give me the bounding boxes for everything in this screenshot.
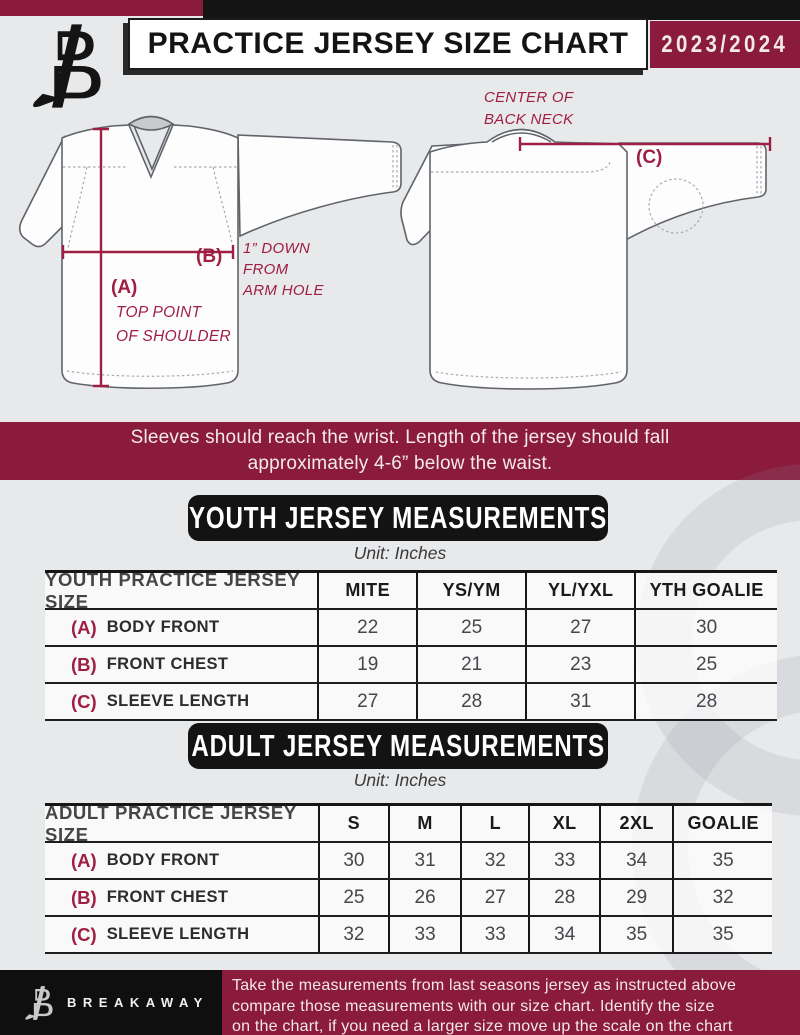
row-label: FRONT CHEST [106,888,229,906]
cell-value: 27 [460,880,528,915]
page-title: PRACTICE JERSEY SIZE CHART [147,27,629,60]
cell-value: 31 [388,843,460,878]
cell-value: 28 [528,880,599,915]
label-b-note [243,238,324,301]
adult-header-m: M [388,806,460,841]
row-tag: (B) [71,886,97,908]
adult-header-2xl: 2XL [599,806,672,841]
cell-value: 32 [318,917,389,952]
cell-value: 32 [672,880,772,915]
cell-value: 31 [525,684,634,719]
cell-value: 26 [388,880,460,915]
fit-notice-line2: approximately 4-6” below the waist. [247,453,553,474]
row-tag: (C) [71,690,97,712]
adult-header-size: ADULT PRACTICE JERSEY SIZE [45,801,297,845]
label-back-neck-line1: CENTER OF [484,89,574,106]
adult-header-goalie: GOALIE [672,806,772,841]
adult-section-banner [188,723,608,769]
adult-table-header-row [45,801,772,845]
adult-header-xl: XL [528,806,599,841]
cell-value: 25 [318,880,389,915]
youth-section-title: YOUTH JERSEY MEASUREMENTS [188,500,608,535]
label-back-neck-line2: BACK NECK [484,111,574,128]
cell-value: 35 [672,917,772,952]
youth-header-size: YOUTH PRACTICE JERSEY SIZE [45,568,300,612]
row-tag: (A) [71,849,97,871]
cell-value: 30 [634,610,777,645]
adult-header-l: L [460,806,528,841]
footer-note-line3: on the chart, if you need a larger size move up the scale on the chart [232,1018,733,1035]
label-b-note-line2: FROM [243,261,289,278]
fit-notice-banner [0,422,800,480]
season-label: 2023/2024 [661,30,789,58]
youth-row-sleeve-length-label [45,684,317,719]
youth-header-ylyxl: YL/YXL [525,573,634,608]
row-label: FRONT CHEST [106,655,229,673]
label-c-tag: (C) [636,147,663,168]
youth-header-mite: MITE [317,573,416,608]
adult-header-s: S [318,806,389,841]
footer-instructions-panel [222,970,800,1035]
cell-value: 33 [388,917,460,952]
table-row [45,843,772,880]
youth-row-front-chest-label [45,647,317,682]
breakaway-b-logo-small-icon [24,985,54,1021]
top-strip-maroon [0,0,203,16]
cell-value: 28 [634,684,777,719]
label-b-note-line3: ARM HOLE [243,282,324,299]
table-row [45,684,777,721]
adult-row-front-chest-label [45,880,318,915]
fit-notice-line1: Sleeves should reach the wrist. Length of the jersey should fall [130,427,670,448]
youth-section-banner [188,495,608,541]
cell-value: 33 [528,843,599,878]
title-box [128,18,648,70]
table-row [45,647,777,684]
cell-value: 29 [599,880,672,915]
row-tag: (B) [71,653,97,675]
cell-value: 25 [416,610,525,645]
cell-value: 23 [525,647,634,682]
label-a-note-line1: TOP POINT [116,304,202,321]
youth-header-ysym: YS/YM [416,573,525,608]
row-tag: (A) [71,616,97,638]
top-strip-black [203,0,800,20]
cell-value: 33 [460,917,528,952]
adult-size-table [45,803,772,954]
season-box [650,21,800,68]
label-b-note-line1: 1” DOWN [243,240,311,257]
jersey-diagram [0,70,800,422]
cell-value: 19 [317,647,416,682]
row-label: SLEEVE LENGTH [106,692,250,710]
cell-value: 25 [634,647,777,682]
cell-value: 30 [318,843,389,878]
footer-brand-panel [0,970,222,1035]
cell-value: 27 [317,684,416,719]
back-jersey-drawing [401,130,766,390]
youth-table-header-row [45,568,777,612]
table-row [45,880,772,917]
adult-section-title: ADULT JERSEY MEASUREMENTS [191,728,605,763]
adult-row-body-front-label [45,843,318,878]
label-back-neck-note [484,87,573,131]
table-row [45,917,772,954]
cell-value: 21 [416,647,525,682]
footer-note-line2: compare those measurements with our size chart. Identify the size [232,997,715,1015]
youth-row-body-front-label [45,610,317,645]
brand-name: BREAKAWAY [67,995,209,1010]
label-a-note-line2: OF SHOULDER [116,328,231,345]
adult-unit-label: Unit: Inches [353,770,447,790]
label-b-tag: (B) [196,246,223,267]
label-a-note [116,301,231,349]
youth-header-goalie: YTH GOALIE [634,573,777,608]
row-label: SLEEVE LENGTH [106,925,250,943]
cell-value: 35 [672,843,772,878]
cell-value: 32 [460,843,528,878]
youth-size-table [45,570,777,721]
cell-value: 28 [416,684,525,719]
row-label: BODY FRONT [106,618,220,636]
breakaway-b-logo-icon [26,22,108,110]
cell-value: 34 [599,843,672,878]
row-label: BODY FRONT [106,851,220,869]
footer-note-line1: Take the measurements from last seasons jersey as instructed above [232,977,737,994]
cell-value: 35 [599,917,672,952]
row-tag: (C) [71,923,97,945]
cell-value: 34 [528,917,599,952]
youth-unit-label: Unit: Inches [353,543,447,563]
table-row [45,610,777,647]
label-a-tag: (A) [111,277,138,298]
cell-value: 22 [317,610,416,645]
adult-row-sleeve-length-label [45,917,318,952]
cell-value: 27 [525,610,634,645]
